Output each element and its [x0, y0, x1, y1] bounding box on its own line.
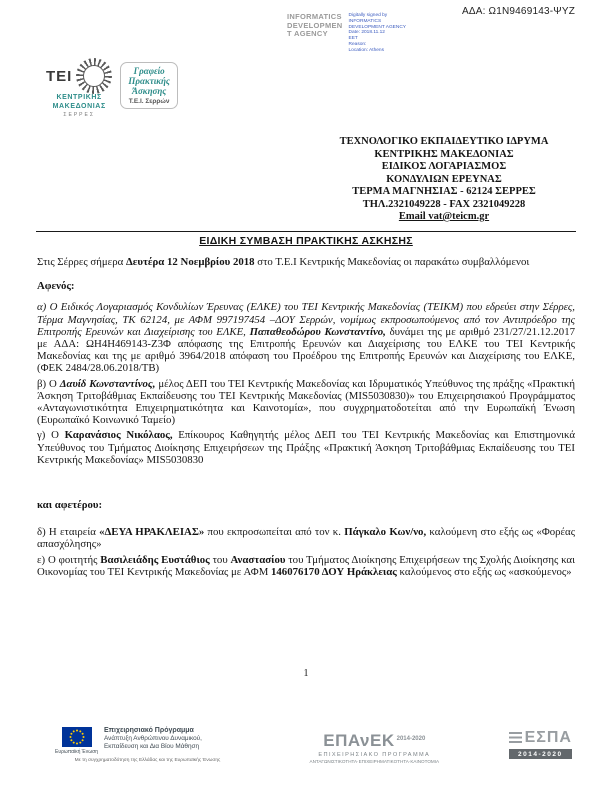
- digital-signature-stamp: [287, 13, 406, 54]
- page-number: 1: [303, 668, 309, 679]
- intro-paragraph: Στις Σέρρες σήμερα Δευτέρα 12 Νοεμβρίου 2018 στο Τ.Ε.Ι Κεντρικής Μακεδονίας οι παρακάτω συμβαλλόμενοι: [37, 256, 530, 268]
- practice-office-badge: [120, 62, 178, 109]
- tei-seal-group: [46, 58, 112, 118]
- organization-header: [313, 136, 575, 224]
- eu-stars-icon: [76, 736, 78, 738]
- party-c-paragraph: γ) Ο Καρανάσιος Νικόλαος, Επίκουρος Καθηγητής μέλος ΔΕΠ του ΤΕΙ Κεντρικής Μακεδονίας και Επιστημονικά Υπεύθυνος του Τμήματος Διοίκησης Επιχειρήσεων της Πράξης «Πρακτική Άσκηση Τριτοβάθμιας Εκπαίδευσης του ΤΕΙ Κεντρικής Μακεδονίας» MIS5030830: [37, 429, 575, 466]
- practice-office-sublabel: Τ.Ε.Ι. Σερρών: [128, 98, 170, 105]
- practice-office-label: Γραφείο Πρακτικής Άσκησης: [128, 66, 170, 96]
- document-title: ΕΙΔΙΚΗ ΣΥΜΒΑΣΗ ΠΡΑΚΤΙΚΗΣ ΑΣΚΗΣΗΣ: [199, 235, 413, 247]
- tei-acronym: ΤΕΙ: [46, 67, 73, 85]
- tei-logo: [46, 58, 178, 118]
- espa-logo: [509, 729, 572, 759]
- tei-city-label: ΣΕΡΡΕΣ: [63, 112, 95, 118]
- espa-name: ΕΣΠΑ: [524, 729, 572, 746]
- afeterou-label: και αφετέρου:: [37, 499, 103, 512]
- eu-flag-group: [55, 727, 98, 755]
- signature-agency-name: INFORMATICS DEVELOPMEN T AGENCY: [287, 12, 343, 38]
- signature-details: Digitally signed by INFORMATICS DEVELOPMENT AGENCY Date: 2018.11.12 EET Reason: Location: Athens: [348, 13, 407, 53]
- party-b-paragraph: β) Ο Δαυίδ Κωνσταντίνος, μέλος ΔΕΠ του ΤΕΙ Κεντρικής Μακεδονίας και Ιδρυματικός Υπεύθυνος της πράξης «Πρακτική Άσκηση Τριτοβάθμιας Εκπαίδευσης του ΤΕΙ Κεντρικής Μακεδονίας (MIS5030830)» του Επιχειρησιακού Προγράμματος «Ανταγωνιστικότητα Επιχειρηματικότητα και Καινοτομία», που συγχρηματοδοτείται από την Ευρωπαϊκή Ένωση (Ευρωπαϊκό Κοινωνικό Ταμείο): [37, 377, 575, 427]
- funding-footer: [55, 727, 572, 764]
- tei-caption: ΚΕΝΤΡΙΚΗΣ ΜΑΚΕΔΟΝΙΑΣ: [52, 94, 106, 110]
- afenos-label: Αφενός:: [37, 280, 75, 293]
- eu-funding-block: [55, 727, 240, 763]
- header-divider: [36, 231, 576, 232]
- organization-header-lines: ΤΕΧΝΟΛΟΓΙΚΟ ΕΚΠΑΙΔΕΥΤΙΚΟ ΙΔΡΥΜΑ ΚΕΝΤΡΙΚΗΣ ΜΑΚΕΔΟΝΙΑΣ ΕΙΔΙΚΟΣ ΛΟΓΑΡΙΑΣΜΟΣ ΚΟΝΔΥΛΙΩΝ ΕΡΕΥΝΑΣ ΤΕΡΜΑ ΜΑΓΝΗΣΙΑΣ - 62124 ΣΕΡΡΕΣ ΤΗΛ.2321049228 - FAX 2321049228: [339, 136, 549, 210]
- eu-flag-caption: Ευρωπαϊκή Ένωση: [55, 748, 98, 755]
- epanek-years: 2014-2020: [396, 735, 426, 742]
- party-a-paragraph: α) Ο Ειδικός Λογαριασμός Κονδυλίων Έρευνας (ΕΛΚΕ) του ΤΕΙ Κεντρικής Μακεδονίας (ΤΕΙΚΜ) που εδρεύει στην Σέρρες, Τέρμα Μαγνησίας, ΤΚ 62124, με ΑΦΜ 997197454 –ΔΟΥ Σερρών, νομίμως εκπροσωπούμενος από τον Αντιπρόεδρο της Επιτροπής Ερευνών και Διαχείρισης του ΕΛΚΕ, Παπαθεοδώρου Κωνσταντίνο, δυνάμει της με αριθμό 231/27/21.12.2017 με ΑΔΑ: ΩΗ4Η469143-Ζ3Φ απόφασης της Επιτροπής Ερευνών και Διαχείρισης του ΕΛΚΕ του ΤΕΙ Κεντρικής Μακεδονίας και της με αριθμό 3964/2018 απόφαση του Προέδρου της Επιτροπής Ερευνών και Διαχείρισης του ΕΛΚΕ,(ΦΕΚ 2484/28.06.2018/ΤΒ): [37, 301, 575, 375]
- eu-program-text: Επιχειρησιακό Πρόγραμμα Ανάπτυξη Ανθρώπινου Δυναμικού, Εκπαίδευση και Δια Βίου Μάθηση: [104, 727, 202, 750]
- party-e-paragraph: ε) Ο φοιτητής Βασιλειάδης Ευστάθιος του Αναστασίου του Τμήματος Διοίκησης Επιχειρήσεων της Σχολής Διοίκησης και Οικονομίας του ΤΕΙ Κεντρικής Μακεδονίας με ΑΦΜ 146076170 ΔΟΥ Ηράκλειας καλούμενος στο εξής ως «ασκούμενος»: [37, 553, 575, 578]
- epanek-subtitle-2: ΑΝΤΑΓΩΝΙΣΤΙΚΟΤΗΤΑ·ΕΠΙΧΕΙΡΗΜΑΤΙΚΟΤΗΤΑ·ΚΑΙΝΟΤΟΜΙΑ: [309, 759, 440, 764]
- document-body: [37, 256, 575, 581]
- tei-seal-icon: [76, 58, 112, 94]
- eu-cofinance-text: Με τη συγχρηματοδότηση της Ελλάδας και της Ευρωπαϊκής Ένωσης: [74, 757, 221, 763]
- epanek-subtitle-1: ΕΠΙΧΕΙΡΗΣΙΑΚΟ ΠΡΟΓΡΑΜΜΑ: [318, 752, 431, 758]
- espa-stripes-icon: [509, 732, 522, 745]
- ada-number: ΑΔΑ: Ω1Ν9469143-ΨΥΖ: [461, 6, 575, 17]
- epanek-name: ΕΠΑνΕΚ: [323, 731, 395, 750]
- eu-flag-icon: [62, 727, 92, 747]
- epanek-logo: [310, 731, 440, 764]
- espa-years: 2014-2020: [509, 749, 572, 759]
- party-d-paragraph: δ) Η εταιρεία «ΔΕΥΑ ΗΡΑΚΛΕΙΑΣ» που εκπροσωπείται από τον κ. Πάγκαλο Κων/νο, καλούμενη στο εξής ως «Φορέας απασχόλησης»: [37, 526, 575, 551]
- organization-email: Email vat@teicm.gr: [398, 211, 490, 222]
